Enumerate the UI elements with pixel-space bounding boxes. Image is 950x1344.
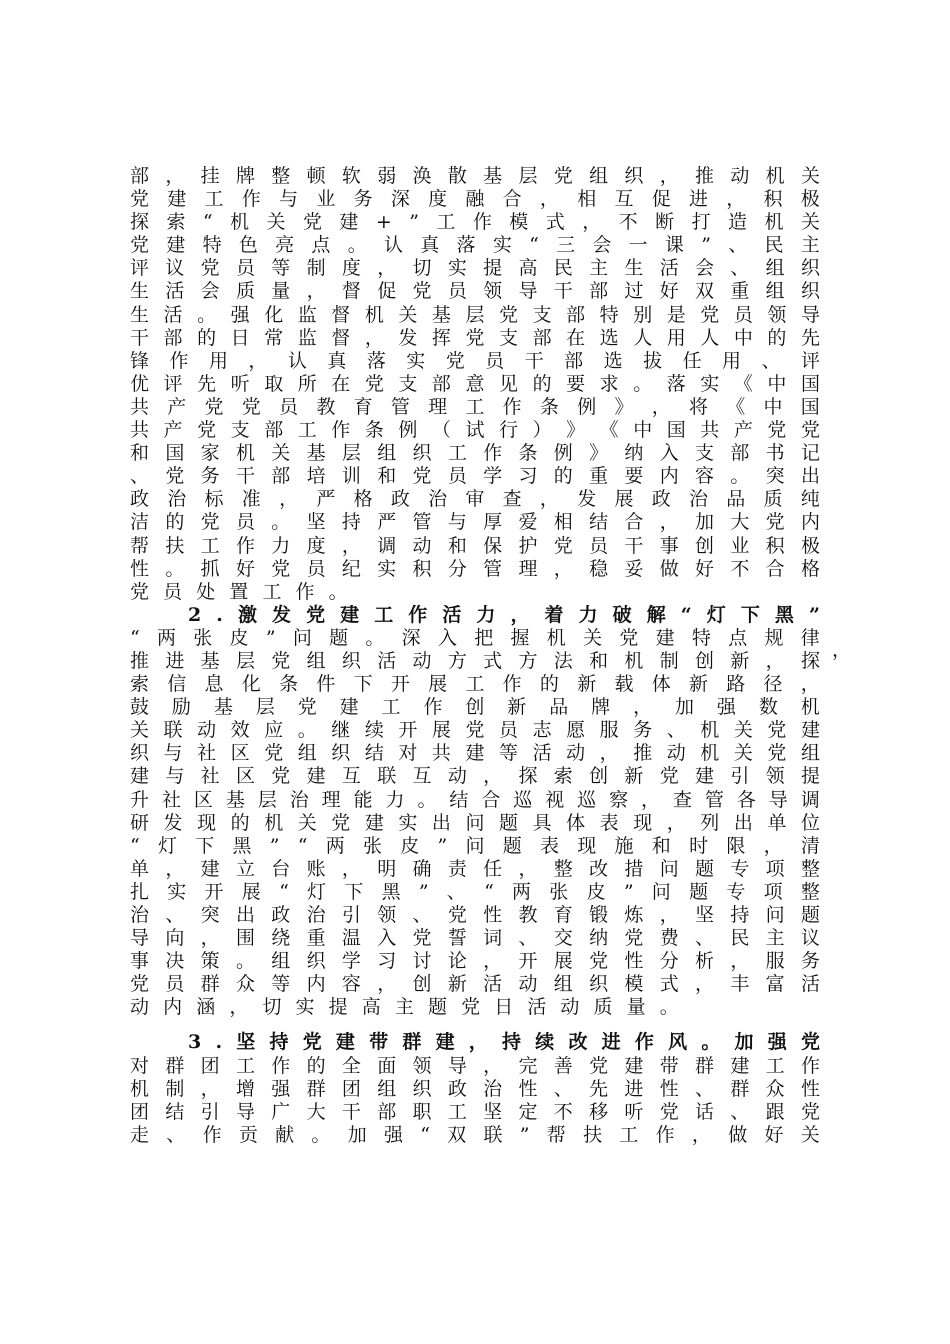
section2-line: 鼓 励 基 层 党 建 工 作 创 新 品 牌 ， 加 强 数 机 [130,696,820,719]
section3-line: 机 制 ， 增 强 群 团 组 织 政 治 性 、 先 进 性 、 群 众 性 [130,1077,820,1100]
section2-line: 建 与 社 区 党 建 互 联 互 动 ， 探 索 创 新 党 建 引 领 提 [130,765,820,788]
paragraph1-line: 优 评 先 听 取 所 在 党 支 部 意 见 的 要 求 。 落 实 《 中 国 [130,372,820,395]
paragraph1-line: 部 ， 挂 牌 整 顿 软 弱 涣 散 基 层 党 组 织 ， 推 动 机 关 [130,165,820,187]
section2-line: “ 灯 下 黑 ” “ 两 张 皮 ” 问 题 表 现 施 和 时 限 ， 清 [130,834,820,857]
document-body [130,165,820,1147]
paragraph1-line: 性 。 抓 好 党 员 纪 实 积 分 管 理 ， 稳 妥 做 好 不 合 格 [130,557,820,580]
paragraph1-line: 政 治 标 准 ， 严 格 政 治 审 查 ， 发 展 政 治 品 质 纯 [130,488,820,511]
paragraph1-line: 共 产 党 党 员 教 育 管 理 工 作 条 例 》 ， 将 《 中 国 [130,395,820,418]
section2-line: 单 ， 建 立 台 账 ， 明 确 责 任 ， 整 改 措 问 题 专 项 整 [130,857,820,880]
paragraph1-line: 、 党 务 干 部 培 训 和 党 员 学 习 的 重 要 内 容 。 突 出 [130,465,820,488]
section2-line: 关 联 动 效 应 。 继 续 开 展 党 员 志 愿 服 务 、 机 关 党 建 [130,719,820,742]
overflow-comma: ， [832,639,852,661]
paragraph1-line: 共 产 党 支 部 工 作 条 例 （ 试 行 ） 》 《 中 国 共 产 党 党 [130,419,820,442]
section2-line: “ 两 张 皮 ” 问 题 。 深 入 把 握 机 关 党 建 特 点 规 律 [130,626,820,649]
paragraph1-line: 探 索 “ 机 关 党 建 + ” 工 作 模 式 ， 不 断 打 造 机 关 [130,211,820,234]
paragraph1-line: 锋 作 用 ， 认 真 落 实 党 员 干 部 选 拔 任 用 、 评 [130,349,820,372]
section2-line: 扎 实 开 展 “ 灯 下 黑 ” 、 “ 两 张 皮 ” 问 题 专 项 整 [130,880,820,903]
section3-heading: 3 . 坚 持 党 建 带 群 建 ， 持 续 改 进 作 风 。 加 强 党 [188,1031,820,1054]
section3-line: 走 、 作 贡 献 。 加 强 “ 双 联 ” 帮 扶 工 作 ， 做 好 关 [130,1123,820,1146]
section2-line: 推 进 基 层 党 组 织 活 动 方 式 方 法 和 机 制 创 新 ， 探 [130,649,820,672]
paragraph1-line: 和 国 家 机 关 基 层 组 织 工 作 条 例 》 纳 入 支 部 书 记 [130,442,820,465]
paragraph1-line: 评 议 党 员 等 制 度 ， 切 实 提 高 民 主 生 活 会 、 组 织 [130,257,820,280]
paragraph1-line: 党 建 工 作 与 业 务 深 度 融 合 ， 相 互 促 进 ， 积 极 [130,188,820,211]
section2-line: 升 社 区 基 层 治 理 能 力 。 结 合 巡 视 巡 察 ， 查 管 各 导 调 [130,788,820,811]
section2-line: 研 发 现 的 机 关 党 建 实 出 问 题 具 体 表 现 ， 列 出 单 位 [130,811,820,834]
section2-line: 导 向 ， 围 绕 重 温 入 党 誓 词 、 交 纳 党 费 、 民 主 议 [130,927,820,950]
paragraph1-line: 干 部 的 日 常 监 督 ， 发 挥 党 支 部 在 选 人 用 人 中 的 先 [130,326,820,349]
paragraph1-line: 洁 的 党 员 。 坚 持 严 管 与 厚 爱 相 结 合 ， 加 大 党 内 [130,511,820,534]
section3-line: 对 群 团 工 作 的 全 面 领 导 ， 完 善 党 建 带 群 建 工 作 [130,1054,820,1077]
paragraph1-line: 党 建 特 色 亮 点 。 认 真 落 实 “ 三 会 一 课 ” 、 民 主 [130,234,820,257]
section2-line: 织 与 社 区 党 组 织 结 对 共 建 等 活 动 ， 推 动 机 关 党 组 [130,742,820,765]
paragraph1-line: 党 员 处 置 工 作 。 [130,580,348,603]
section2-heading: 2 . 激 发 党 建 工 作 活 力 ， 着 力 破 解 “ 灯 下 黑 ” [188,603,820,626]
paragraph1-line: 生 活 会 质 量 ， 督 促 党 员 领 导 干 部 过 好 双 重 组 织 [130,280,820,303]
paragraph1-line: 帮 扶 工 作 力 度 ， 调 动 和 保 护 党 员 干 事 创 业 积 极 [130,534,820,557]
paragraph-gap [130,1019,820,1031]
section2-line: 事 决 策 。 组 织 学 习 讨 论 ， 开 展 党 性 分 析 ， 服 务 [130,950,820,973]
section2-line: 动 内 涵 ， 切 实 提 高 主 题 党 日 活 动 质 量 。 [130,996,679,1019]
paragraph1-line: 生 活 。 强 化 监 督 机 关 基 层 党 支 部 特 别 是 党 员 领 导 [130,303,820,326]
section2-line: 索 信 息 化 条 件 下 开 展 工 作 的 新 载 体 新 路 径 ， [130,673,820,696]
section3-line: 团 结 引 导 广 大 干 部 职 工 坚 定 不 移 听 党 话 、 跟 党 [130,1100,820,1123]
section2-line: 治 、 突 出 政 治 引 领 、 党 性 教 育 锻 炼 ， 坚 持 问 题 [130,904,820,926]
section2-line: 党 员 群 众 等 内 容 ， 创 新 活 动 组 织 模 式 ， 丰 富 活 [130,973,820,996]
